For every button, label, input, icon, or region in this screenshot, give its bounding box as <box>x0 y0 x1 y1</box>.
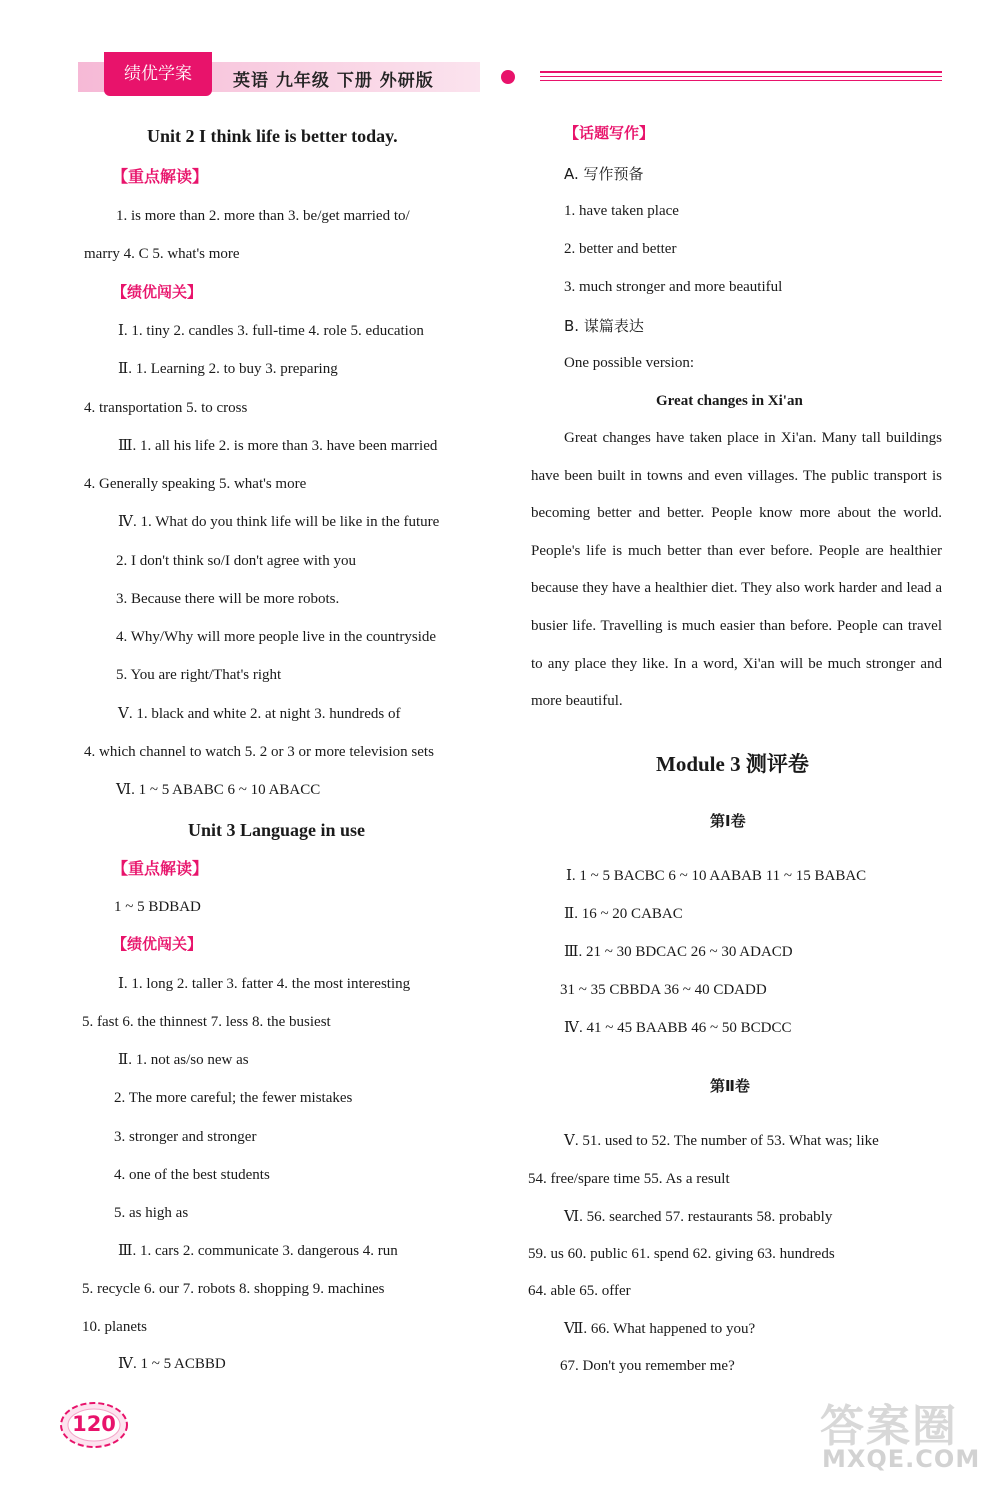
answer-line: Ⅳ. 41 ~ 45 BAABB 46 ~ 50 BCDCC <box>564 1020 792 1036</box>
volume-1-title: 第Ⅰ卷 <box>710 812 746 830</box>
answer-line: 5. recycle 6. our 7. robots 8. shopping 9. machines <box>82 1281 385 1297</box>
answer-line: 64. able 65. offer <box>528 1283 631 1299</box>
answer-line: Ⅴ. 51. used to 52. The number of 53. What was; like <box>564 1133 879 1149</box>
answer-line: 5. You are right/That's right <box>116 667 282 683</box>
answer-line: Ⅰ. 1 ~ 5 BACBC 6 ~ 10 AABAB 11 ~ 15 BABAC <box>566 868 867 884</box>
page-number-badge <box>58 1400 130 1450</box>
answer-line: Ⅴ. 1. black and white 2. at night 3. hundreds of <box>118 706 401 722</box>
essay-title: Great changes in Xi'an <box>656 393 803 409</box>
tag-key-points: 【重点解读】 <box>112 167 209 186</box>
header-rule <box>540 71 942 73</box>
header-rule <box>540 80 942 81</box>
section-b-title: B. 谋篇表达 <box>564 317 644 335</box>
answer-line: 1. is more than 2. more than 3. be/get married to/ <box>116 208 410 224</box>
answer-line: 5. fast 6. the thinnest 7. less 8. the busiest <box>82 1014 331 1030</box>
tag-key-points: 【重点解读】 <box>112 859 209 878</box>
answer-line: Ⅵ. 56. searched 57. restaurants 58. probably <box>564 1209 833 1225</box>
answer-line: 59. us 60. public 61. spend 62. giving 63. hundreds <box>528 1246 835 1262</box>
essay-body: Great changes have taken place in Xi'an. Many tall buildings have been built in towns and even villages. The public transport is becoming better and better. People know more about the world. People's life is much better than ever before. People are healthier because they have a healthier diet. They also work harder and lead a busier life. Travelling is much easier than before. People can travel to any place they like. In a word, Xi'an will be much stronger and more beautiful. <box>531 430 942 710</box>
answer-line: 31 ~ 35 CBBDA 36 ~ 40 CDADD <box>560 982 767 998</box>
answer-line: One possible version: <box>564 355 694 371</box>
answer-line: 3. stronger and stronger <box>114 1129 257 1145</box>
tag-practice: 【绩优闯关】 <box>112 283 203 301</box>
answer-line: 3. much stronger and more beautiful <box>564 279 783 295</box>
module-test-title: Module 3 测评卷 <box>656 752 809 776</box>
answer-line: marry 4. C 5. what's more <box>84 246 240 262</box>
volume-2-title: 第Ⅱ卷 <box>710 1077 750 1095</box>
page-number: 120 <box>72 1412 116 1436</box>
answer-line: Ⅵ. 1 ~ 5 ABABC 6 ~ 10 ABACC <box>116 782 321 798</box>
answer-line: 4. Why/Why will more people live in the countryside <box>116 629 437 645</box>
answer-line: Ⅱ. 1. Learning 2. to buy 3. preparing <box>118 361 338 377</box>
answer-line: 2. The more careful; the fewer mistakes <box>114 1090 353 1106</box>
series-logo: 绩优学案 <box>104 52 212 96</box>
answer-line: 4. transportation 5. to cross <box>84 400 248 416</box>
answer-line: 4. one of the best students <box>114 1167 270 1183</box>
answer-line: Ⅲ. 1. cars 2. communicate 3. dangerous 4. run <box>118 1243 398 1259</box>
book-subtitle: 英语 九年级 下册 外研版 <box>233 71 434 91</box>
answer-line: 10. planets <box>82 1319 147 1335</box>
answer-line: 1. have taken place <box>564 203 679 219</box>
answer-line: Ⅱ. 1. not as/so new as <box>118 1052 249 1068</box>
answer-line: 3. Because there will be more robots. <box>116 591 340 607</box>
answer-line: 4. which channel to watch 5. 2 or 3 or more television sets <box>84 744 434 760</box>
answer-line: 4. Generally speaking 5. what's more <box>84 476 307 492</box>
header-dot <box>501 70 515 84</box>
answer-line: Ⅶ. 66. What happened to you? <box>564 1321 756 1337</box>
answer-line: 2. I don't think so/I don't agree with you <box>116 553 356 569</box>
answer-line: Ⅲ. 21 ~ 30 BDCAC 26 ~ 30 ADACD <box>564 944 793 960</box>
answer-line: Ⅳ. 1. What do you think life will be like in the future <box>118 514 440 530</box>
answer-line: Ⅱ. 16 ~ 20 CABAC <box>564 906 683 922</box>
answer-line: 54. free/spare time 55. As a result <box>528 1171 730 1187</box>
answer-line: Ⅰ. 1. tiny 2. candles 3. full-time 4. role 5. education <box>118 323 424 339</box>
answer-line: 1 ~ 5 BDBAD <box>114 899 201 915</box>
answer-line: 2. better and better <box>564 241 677 257</box>
tag-topic-writing: 【话题写作】 <box>564 124 655 142</box>
answer-line: Ⅳ. 1 ~ 5 ACBBD <box>118 1356 226 1372</box>
unit2-title: Unit 2 I think life is better today. <box>147 126 398 146</box>
answer-line: Ⅲ. 1. all his life 2. is more than 3. have been married <box>118 438 438 454</box>
header-rule <box>540 76 942 77</box>
answer-line: Ⅰ. 1. long 2. taller 3. fatter 4. the most interesting <box>118 976 411 992</box>
unit3-title: Unit 3 Language in use <box>188 820 366 840</box>
tag-practice: 【绩优闯关】 <box>112 935 203 953</box>
answer-line: 5. as high as <box>114 1205 189 1221</box>
watermark-logo: 答案圈 <box>820 1401 958 1452</box>
watermark-url: MXQE.COM <box>822 1445 981 1473</box>
answer-line: 67. Don't you remember me? <box>560 1358 735 1374</box>
section-a-title: A. 写作预备 <box>564 165 644 183</box>
